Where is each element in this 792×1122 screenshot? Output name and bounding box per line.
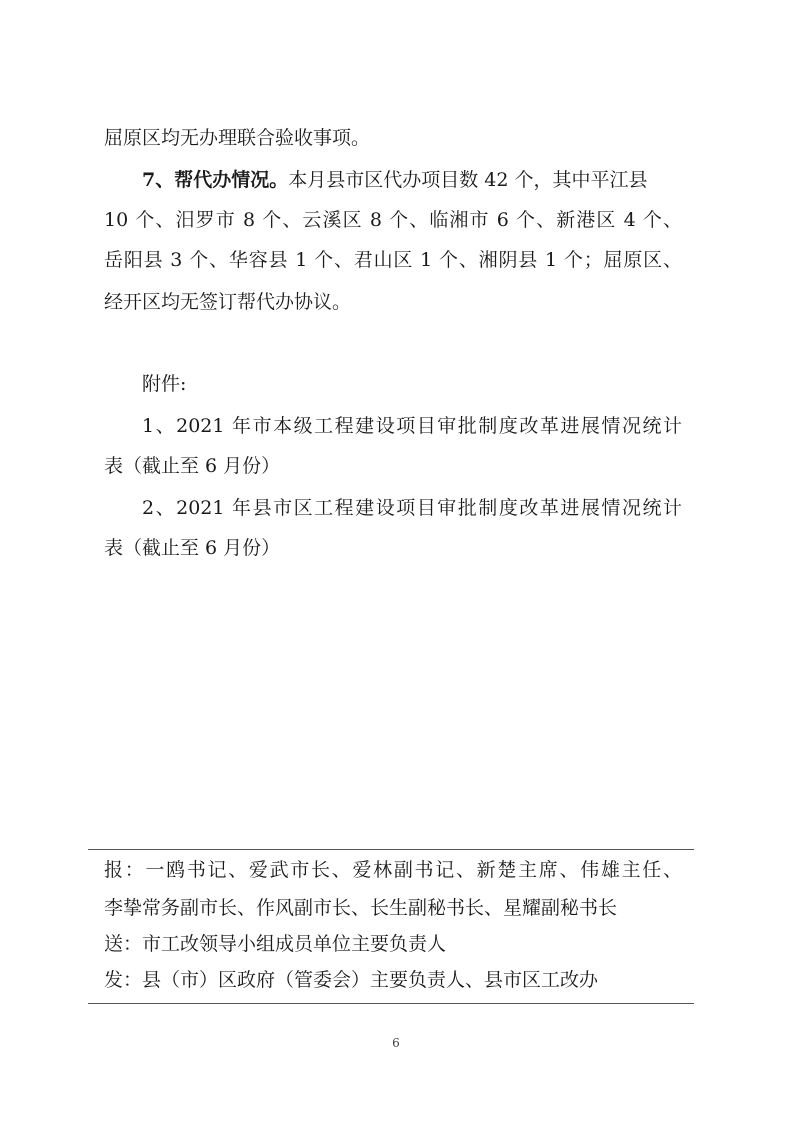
- page-number: 6: [392, 1036, 400, 1050]
- paragraph-line: 岳阳县 3 个、华容县 1 个、君山区 1 个、湘阴县 1 个；屈原区、: [104, 249, 682, 271]
- report-to-line-1: 报：一鸥书记、爱武市长、爱林副书记、新楚主席、伟雄主任、: [104, 859, 682, 881]
- attachment-item-1-cont: 表（截止至 6 月份）: [104, 455, 281, 477]
- distribution-top-rule: [88, 849, 694, 850]
- attachment-item-2: 2、2021 年县市区工程建设项目审批制度改革进展情况统计: [142, 497, 682, 519]
- attachment-item-1: 1、2021 年市本级工程建设项目审批制度改革进展情况统计: [142, 415, 682, 437]
- attachments-label: 附件:: [142, 373, 187, 395]
- report-to-line-2: 李挚常务副市长、作风副市长、长生副秘书长、星耀副秘书长: [104, 897, 618, 919]
- paragraph-line: 10 个、汨罗市 8 个、云溪区 8 个、临湘市 6 个、新港区 4 个、: [104, 209, 682, 231]
- section-heading-7: 7、帮代办情况。: [142, 169, 289, 191]
- attachment-item-2-cont: 表（截止至 6 月份）: [104, 537, 281, 559]
- paragraph-text: 本月县市区代办项目数 42 个，其中平江县: [288, 169, 648, 191]
- send-to-line: 送：市工改领导小组成员单位主要负责人: [104, 933, 447, 955]
- paragraph-line: 屈原区均无办理联合验收事项。: [104, 127, 371, 149]
- distribution-bottom-rule: [88, 1003, 694, 1004]
- paragraph-line: 经开区均无签订帮代办协议。: [104, 291, 352, 313]
- issue-to-line: 发：县（市）区政府（管委会）主要负责人、县市区工改办: [104, 969, 599, 991]
- paragraph-7-line-1: [142, 166, 682, 194]
